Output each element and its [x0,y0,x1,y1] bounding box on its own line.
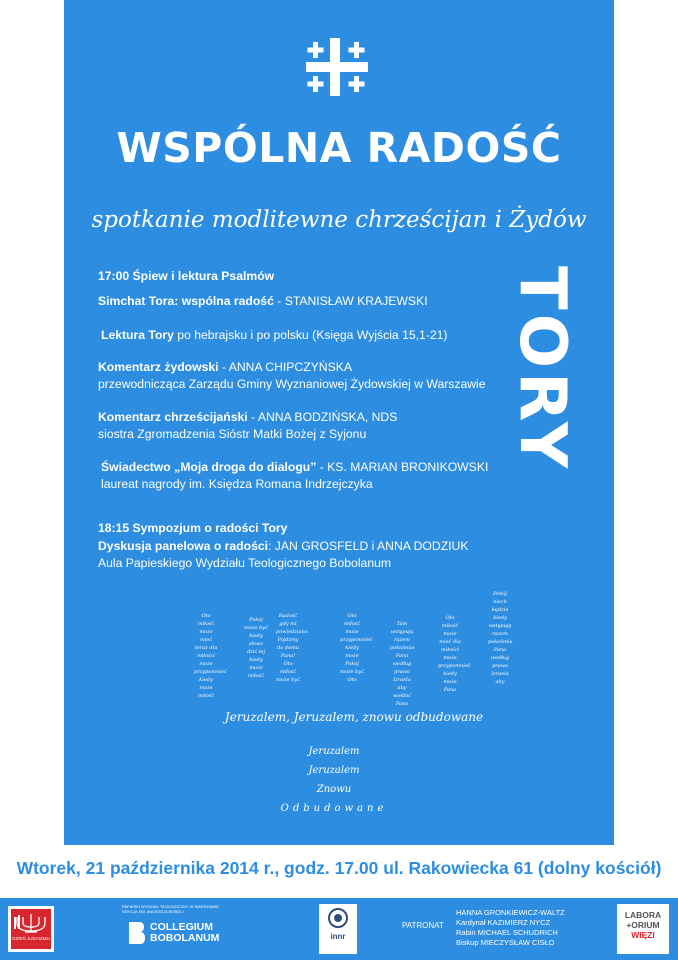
stack-line: Jeruzalem [308,765,360,776]
page-title: WSPÓLNA RADOŚĆ [116,124,562,172]
college-name-line: BOBOLANUM [150,932,220,944]
program-item-subline: Aula Papieskiego Wydziału Teologicznego Bobolanum [98,556,392,570]
program-item [98,293,428,310]
logo-background [11,909,51,949]
calligraphy-column: Radość gdy mi powiedziano Pójdźmy do domu Pana! Oto miłość może być [276,613,308,683]
patron-name: Kardynał KAZIMIERZ NYCZ [456,918,551,927]
target-icon [319,904,357,932]
dzien-judaizmu-logo [8,906,54,952]
program-item-detail: - KS. MARIAN BRONIKOWSKI [316,460,489,474]
patron-name: Biskup MIECZYSŁAW CISŁO [456,938,555,947]
patron-name: HANNA GRONKIEWICZ-WALTZ [456,908,565,917]
program-item [98,409,397,443]
footer [0,898,678,960]
program-item-detail: - ANNA CHIPCZYŃSKA [218,360,352,374]
college-subtitle: PAPIESKI WYDZIAŁ TEOLOGICZNY W WARSZAWIE SEKCJA ŚW. ANDRZEJA BOBOLI [122,904,219,914]
jerusalem-cross-icon [306,38,368,96]
stack-line: Znowu [316,784,352,795]
program-item-subline: siostra Zgromadzenia Sióstr Matki Bożej z Syjonu [98,427,367,441]
program-item-title: Lektura Tory [101,328,174,342]
program-item-title: 17:00 Śpiew i lektura Psalmów [98,269,275,283]
program-item-title: Simchat Tora: wspólna radość [98,294,274,308]
program-item-detail: - STANISŁAW KRAJEWSKI [273,294,428,308]
program-item-subline: laureat nagrody im. Księdza Romana Indrzejczyka [101,477,373,491]
lab-text [617,910,669,940]
program-item [98,359,486,393]
program-item [98,268,274,285]
laboratorium-wiezi-logo [617,904,669,954]
stack-line: Jeruzalem [308,746,360,757]
program-item [101,327,448,344]
side-word: TORY [505,266,579,473]
collegium-bobolanum-logo [122,904,232,954]
artwork-stack [274,742,394,818]
program-item-title: Komentarz chrześcijański [98,410,248,424]
program-item-subline: przewodnicząca Zarządu Gminy Wyznaniowej Żydowskiej w Warszawie [98,377,486,391]
artwork-caption: Jeruzalem, Jeruzalem, znowu odbudowane [224,710,484,724]
program-item-title: 18:15 Sympozjum o radości Tory [98,521,288,535]
calligraphy-column: Pokój niech będzie kiedy wstępują razem pokolenia Pana według prawa Izraela aby [488,591,513,685]
program-item [98,538,468,572]
lab-text-line: LABORA [624,910,662,920]
bobolanum-mark-icon [126,920,146,946]
program-item [101,459,488,493]
logo-text: DZIEŃ JUDAIZMU [12,936,50,941]
poster [64,0,614,845]
stack-line: Odbudowane [280,803,388,814]
patronat-label: PATRONAT [402,921,444,930]
program-item-title: Dyskusja panelowa o radości [98,539,269,553]
innr-text: innr [330,932,346,941]
event-date-line: Wtorek, 21 października 2014 r., godz. 17.00 ul. Rakowiecka 61 (dolny kościół) [16,858,662,878]
calligraphy-column: Oto miłość może mieć dla miłości może przypomnieć kiedy może Pana [438,615,471,693]
college-name [150,922,219,944]
calligraphy-columns [194,590,514,710]
page-subtitle: spotkanie modlitewne chrześcijan i Żydów [91,207,587,233]
innr-logo [319,904,357,954]
menorah-icon [11,911,51,935]
calligraphy-column: Pokój może być kiedy słowo dziś tej kiedy może miłość [244,617,268,679]
patron-name: Rabin MICHAEL SCHUDRICH [456,928,558,937]
patrons-list [456,908,565,948]
program-item-detail: po hebrajsku i po polsku (Księga Wyjścia 15,1-21) [173,328,448,342]
program-item-title: Komentarz żydowski [98,360,219,374]
college-name-line: COLLEGIUM [150,921,213,933]
lab-text-line: +ORIUM [626,920,660,930]
program-item-title: Świadectwo „Moja droga do dialogu” [101,460,317,474]
calligraphy-column: Oto miłość może przypomnieć kiedy może Pokój może być Oto [340,613,373,683]
lab-text-line: WIĘZI [631,930,655,940]
calligraphy-column: Tam wstępują razem pokolenia Pana według prawa Izraela aby wielbić Pana [390,621,415,707]
calligraphy-column: Oto miłość może mieć teraz dla miłości może przypomnieć kiedy może miłość [194,613,227,699]
program-item-detail: : JAN GROSFELD i ANNA DODZIUK [268,539,469,553]
program-item-detail: - ANNA BODZIŃSKA, NDS [247,410,398,424]
program-item [98,520,287,537]
